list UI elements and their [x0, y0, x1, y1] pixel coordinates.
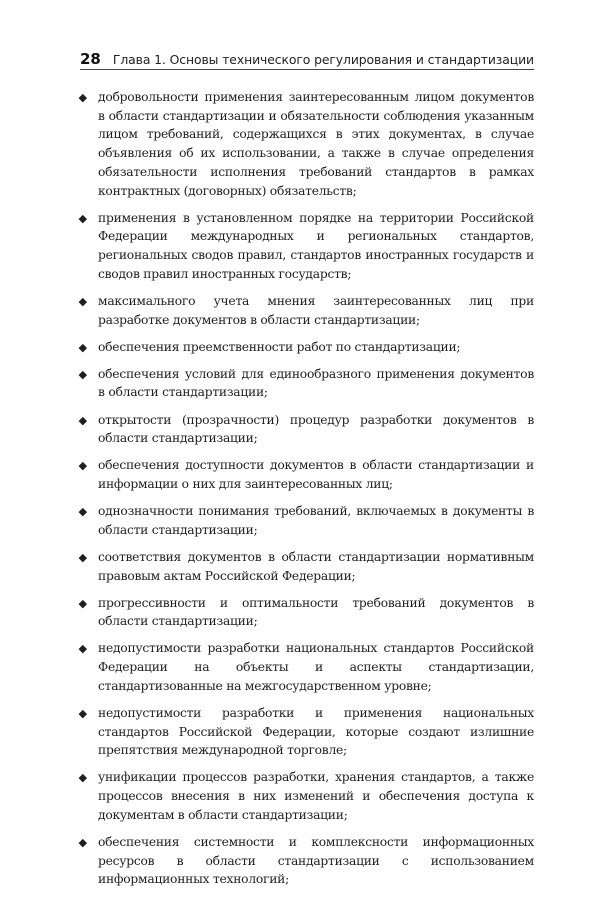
list-item-text: однозначности понимания требований, включаемых в документы в области стандартизации;: [98, 504, 534, 537]
list-item: [80, 594, 534, 631]
list-item-text: добровольности применения заинтересованным лицом документов в области стандартизации и обязательности соблюдения указанным лицом требований, содержащихся в этих документах, в случае объявления об их использовании, а также в случае определения обязательности исполнения требований стандартов в рамках контрактных (договорных) обязательств;: [98, 90, 534, 198]
diamond-bullet-icon: [79, 371, 87, 379]
list-item-text: недопустимости разработки и применения национальных стандартов Российской Федерации, которые создают излишние препятствия международной торговле;: [98, 705, 534, 758]
diamond-bullet-icon: [79, 645, 87, 653]
list-item-text: унификации процессов разработки, хранения стандартов, а также процессов внесения в них изменений и обеспечения доступа к документам в области стандартизации;: [98, 770, 534, 822]
list-item: [80, 833, 534, 889]
diamond-bullet-icon: [79, 839, 87, 847]
list-item-text: недопустимости разработки национальных стандартов Российской Федерации на объекты и аспекты стандартизации, стандартизованные на межгосударственном уровне;: [98, 641, 534, 693]
principles-list: [80, 88, 534, 897]
diamond-bullet-icon: [79, 774, 87, 782]
list-item-text: открытости (прозрачности) процедур разработки документов в области стандартизации;: [98, 412, 534, 446]
diamond-bullet-icon: [79, 508, 87, 516]
diamond-bullet-icon: [79, 554, 87, 562]
list-item: [80, 338, 534, 357]
list-item: [80, 292, 534, 329]
list-item-text: прогрессивности и оптимальности требований документов в области стандартизации;: [98, 595, 534, 629]
list-item-text: обеспечения преемственности работ по стандартизации;: [98, 339, 461, 354]
list-item-text: максимального учета мнения заинтересованных лиц при разработке документов в области стандартизации;: [98, 293, 534, 327]
diamond-bullet-icon: [79, 600, 87, 608]
list-item-text: обеспечения условий для единообразного применения документов в области стандартизации;: [98, 366, 534, 400]
list-item: [80, 411, 534, 448]
list-item: [80, 88, 534, 200]
list-item: [80, 365, 534, 402]
page-number: 28: [80, 50, 101, 68]
list-item-text: применения в установленном порядке на территории Российской Федерации международных и региональных стандартов, региональных сводов правил, стандартов иностранных государств и сводов правил иностранных государств;: [98, 210, 534, 281]
diamond-bullet-icon: [79, 462, 87, 470]
diamond-bullet-icon: [79, 298, 87, 306]
list-item: [80, 704, 534, 760]
list-item-text: обеспечения системности и комплексности информационных ресурсов в области стандартизации с использованием информационных технологий;: [98, 834, 534, 887]
diamond-bullet-icon: [79, 94, 87, 102]
chapter-title: Глава 1. Основы технического регулирования и стандартизации: [112, 52, 534, 67]
list-item: [80, 548, 534, 585]
list-item-text: обеспечения доступности документов в области стандартизации и информации о них для заинтересованных лиц;: [98, 458, 534, 491]
list-item: [80, 639, 534, 695]
list-item-text: соответствия документов в области стандартизации нормативным правовым актам Российской Федерации;: [98, 549, 534, 583]
list-item: [80, 209, 534, 284]
diamond-bullet-icon: [79, 710, 87, 718]
diamond-bullet-icon: [79, 416, 87, 424]
list-item: [80, 456, 534, 493]
diamond-bullet-icon: [79, 343, 87, 351]
header-rule: [80, 69, 534, 70]
list-item: [80, 502, 534, 539]
diamond-bullet-icon: [79, 214, 87, 222]
list-item: [80, 768, 534, 824]
